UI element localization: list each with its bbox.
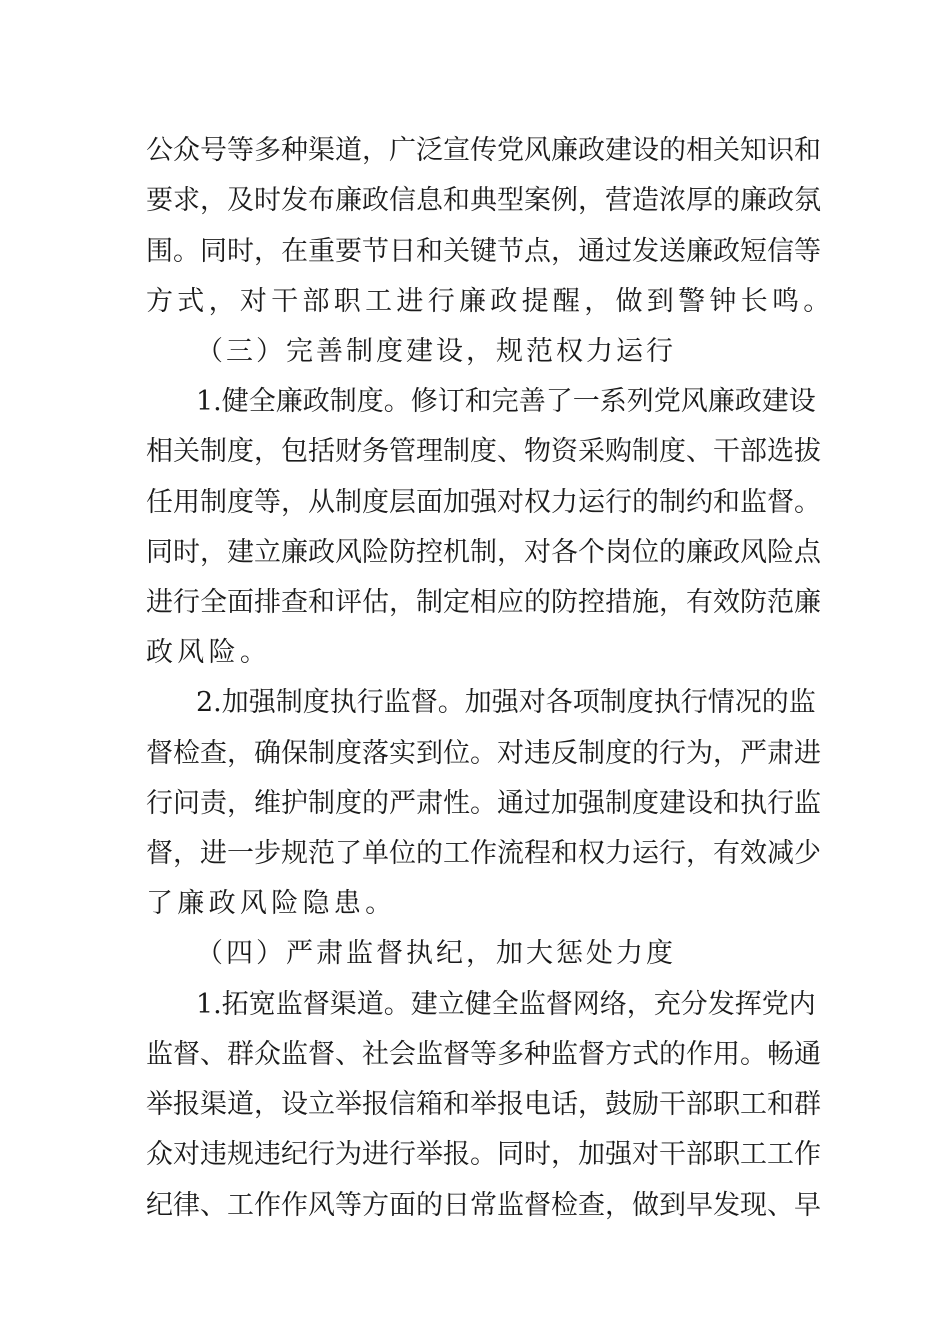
body-text-line: 要求，及时发布廉政信息和典型案例，营造浓厚的廉政氛 xyxy=(146,185,821,216)
body-text-line: 任用制度等，从制度层面加强对权力运行的制约和监督。 xyxy=(146,487,821,518)
paragraph-first-line: 2.加强制度执行监督。加强对各项制度执行情况的监 xyxy=(196,687,816,718)
body-text-line: 众对违规违纪行为进行举报。同时，加强对干部职工工作 xyxy=(146,1139,821,1170)
body-text-line: 相关制度，包括财务管理制度、物资采购制度、干部选拔 xyxy=(146,436,821,467)
paragraph-first-line: 1.拓宽监督渠道。建立健全监督网络，充分发挥党内 xyxy=(196,989,816,1020)
body-text-line: 监督、群众监督、社会监督等多种监督方式的作用。畅通 xyxy=(146,1039,821,1070)
body-text-line: 进行全面排查和评估，制定相应的防控措施，有效防范廉 xyxy=(146,587,821,618)
body-text-line: 政风险。 xyxy=(146,637,272,668)
body-text-line: 方式，对干部职工进行廉政提醒，做到警钟长鸣。 xyxy=(146,286,835,317)
section-heading: （三）完善制度建设，规范权力运行 xyxy=(196,336,676,367)
body-text-line: 了廉政风险隐患。 xyxy=(146,888,397,919)
section-heading: （四）严肃监督执纪，加大惩处力度 xyxy=(196,938,676,969)
body-text-line: 行问责，维护制度的严肃性。通过加强制度建设和执行监 xyxy=(146,788,821,819)
body-text-line: 公众号等多种渠道，广泛宣传党风廉政建设的相关知识和 xyxy=(146,135,821,166)
body-text-line: 举报渠道，设立举报信箱和举报电话，鼓励干部职工和群 xyxy=(146,1089,821,1120)
body-text-line: 同时，建立廉政风险防控机制，对各个岗位的廉政风险点 xyxy=(146,537,821,568)
body-text-line: 督检查，确保制度落实到位。对违反制度的行为，严肃进 xyxy=(146,738,821,769)
body-text-line: 围。同时，在重要节日和关键节点，通过发送廉政短信等 xyxy=(146,236,821,267)
body-text-line: 督，进一步规范了单位的工作流程和权力运行，有效减少 xyxy=(146,838,821,869)
paragraph-first-line: 1.健全廉政制度。修订和完善了一系列党风廉政建设 xyxy=(196,386,816,417)
body-text-line: 纪律、工作作风等方面的日常监督检查，做到早发现、早 xyxy=(146,1190,821,1221)
